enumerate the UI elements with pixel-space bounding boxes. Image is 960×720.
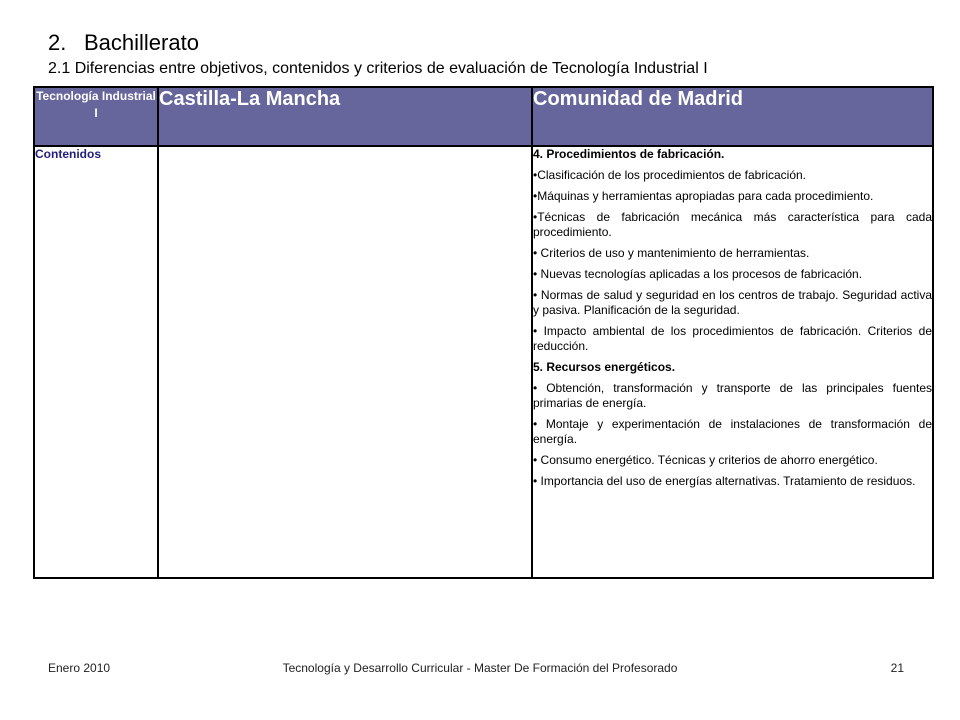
content-list-item: • Normas de salud y seguridad en los centros de trabajo. Seguridad activa y pasiva. Planificación de la seguridad.: [533, 288, 932, 317]
section-number: 2.: [48, 30, 67, 55]
header-castilla-la-mancha: Castilla-La Mancha: [158, 87, 532, 146]
content-list-item: •Clasificación de los procedimientos de fabricación.: [533, 168, 807, 182]
table-header-row: [34, 87, 933, 146]
content-list-item: • Nuevas tecnologías aplicadas a los procesos de fabricación.: [533, 267, 863, 281]
content-list-item: •Técnicas de fabricación mecánica más característica para cada procedimiento.: [533, 210, 932, 239]
footer-date: Enero 2010: [48, 661, 111, 675]
section-heading: [48, 30, 199, 56]
content-list-item: • Montaje y experimentación de instalaciones de transformación de energía.: [533, 417, 932, 446]
footer-title: Tecnología y Desarrollo Curricular - Master De Formación del Profesorado: [282, 661, 678, 675]
subsection-title: 2.1 Diferencias entre objetivos, contenidos y criterios de evaluación de Tecnología Industrial I: [48, 60, 708, 77]
header-subject: Tecnología Industrial I: [34, 87, 158, 146]
page-number: 21: [890, 661, 904, 675]
content-list-item: • Consumo energético. Técnicas y criterios de ahorro energético.: [533, 453, 878, 467]
table-row-contenidos: [34, 146, 933, 578]
row-label-contenidos: Contenidos: [34, 146, 158, 578]
madrid-content-cell: [532, 146, 933, 578]
content-list-item: • Obtención, transformación y transporte de las principales fuentes primarias de energía.: [533, 381, 932, 410]
section-title: Bachillerato: [84, 30, 199, 55]
content-section-heading: 5. Recursos energéticos.: [533, 360, 676, 374]
castilla-content-cell: [158, 146, 532, 578]
content-list-item: • Importancia del uso de energías alternativas. Tratamiento de residuos.: [533, 474, 916, 488]
content-list-item: • Impacto ambiental de los procedimientos de fabricación. Criterios de reducción.: [533, 324, 932, 353]
comparison-table: [33, 86, 934, 579]
content-list-item: •Máquinas y herramientas apropiadas para cada procedimiento.: [533, 189, 874, 203]
content-section-heading: 4. Procedimientos de fabricación.: [533, 147, 725, 161]
content-list-item: • Criterios de uso y mantenimiento de herramientas.: [533, 246, 810, 260]
header-comunidad-de-madrid: Comunidad de Madrid: [532, 87, 933, 146]
